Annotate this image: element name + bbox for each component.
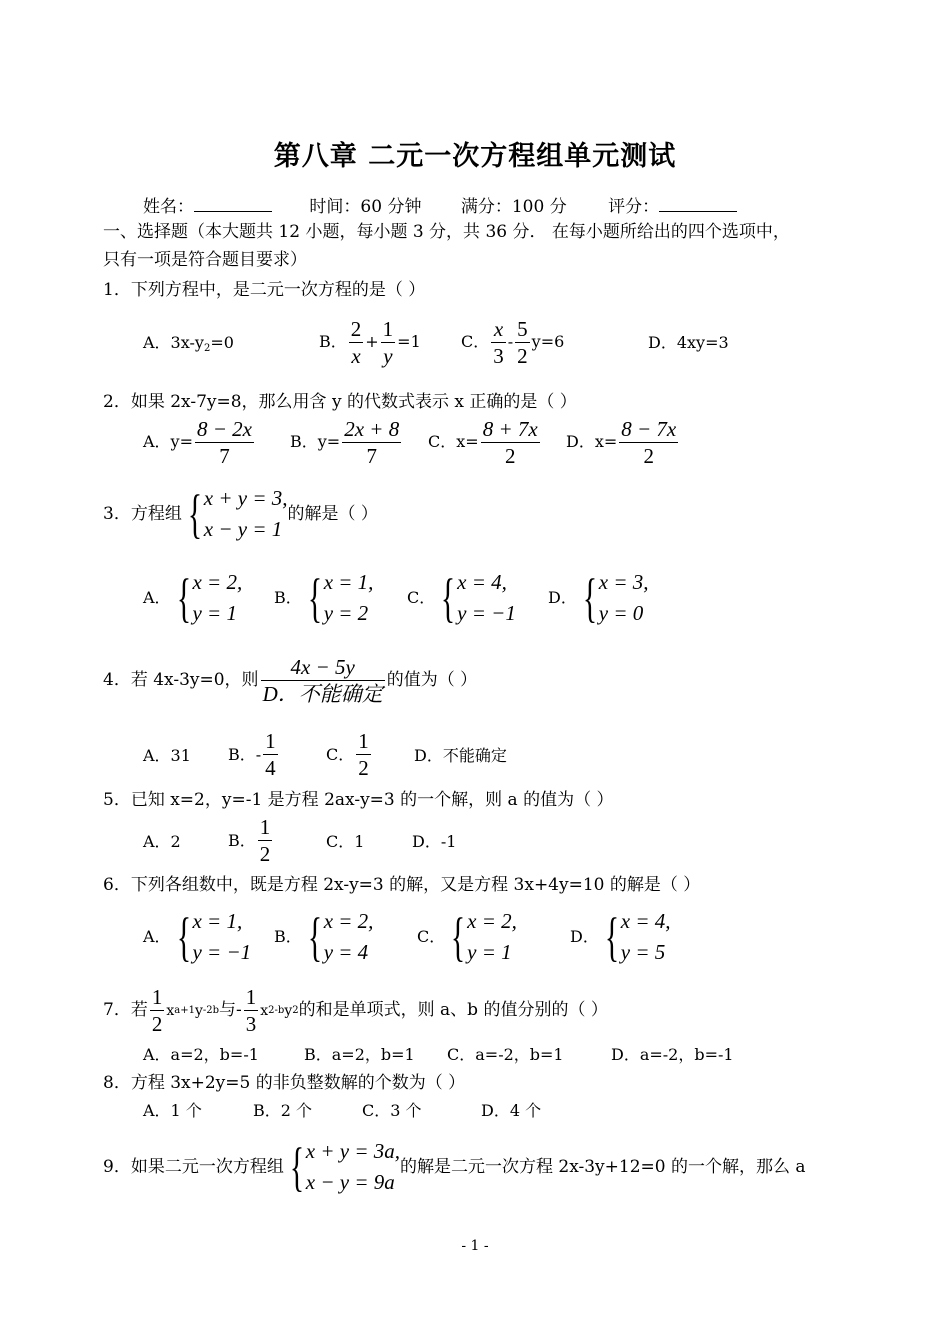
q2-option-a: A．y= $\frac{8 - 2x}{7}$	[143, 417, 253, 468]
q4-option-d: D．不能确定	[414, 746, 507, 765]
q5-option-d: D．-1	[412, 832, 457, 851]
question-5-stem: 5．已知 x=2，y=-1 是方程 2ax-y=3 的一个解，则 a 的值为（ ）	[103, 790, 614, 810]
question-4-stem: 4．若 4x-3y=0，则 $\frac{4x - 5y}{\text{D．不能确定}}$ 的值为（ ）	[103, 655, 478, 706]
question-7-stem: 7．若 $\frac{1}{2}$ x a+1 y -2b 与- $\frac{1}{3}$ x 2-b y 2 的和是单项式，则 a、b 的值分别的（ ）	[103, 985, 608, 1036]
q7-option-c: C．a=-2，b=1	[447, 1045, 564, 1064]
time-text: 时间：60 分钟	[309, 197, 422, 217]
q3-option-a: A． { x = 2, y = 1	[143, 568, 243, 628]
q1-option-a: A．3x-y2=0	[143, 333, 234, 354]
question-3-stem: 3．方程组 { x + y = 3, x − y = 1 的解是（ ）	[103, 484, 378, 544]
question-8-stem: 8．方程 3x+2y=5 的非负整数解的个数为（ ）	[103, 1073, 466, 1093]
q2-option-b: B．y= $\frac{2x + 8}{7}$	[290, 417, 400, 468]
q7-option-d: D．a=-2，b=-1	[611, 1045, 734, 1064]
grade-blank[interactable]	[659, 197, 737, 212]
q3-option-d: D． { x = 3, y = 0	[548, 568, 649, 628]
q5-option-c: C．1	[326, 832, 365, 851]
q5-option-a: A．2	[143, 832, 181, 851]
q6-option-d: D． { x = 4, y = 5	[570, 907, 671, 967]
q6-option-a: A． { x = 1, y = −1	[143, 907, 252, 967]
grade-label: 评分：	[608, 197, 660, 217]
q1-option-c: C． $\frac{x}{3}$ - $\frac{5}{2}$ y=6	[461, 317, 565, 368]
q8-option-a: A．1 个	[143, 1101, 202, 1120]
q8-option-d: D．4 个	[481, 1101, 542, 1120]
section-heading: 一、选择题（本大题共 12 小题，每小题 3 分，共 36 分． 在每小题所给出的四个选项中，	[103, 222, 790, 242]
q1-option-d: D．4xy=3	[648, 333, 729, 352]
q4-option-b: B．- $\frac{1}{4}$	[228, 729, 276, 780]
section-heading-cont: 只有一项是符合题目要求）	[103, 250, 307, 270]
q3-option-c: C． { x = 4, y = −1	[407, 568, 516, 628]
q6-option-b: B． { x = 2, y = 4	[274, 907, 374, 967]
question-2-stem: 2．如果 2x-7y=8，那么用含 y 的代数式表示 x 正确的是（ ）	[103, 392, 577, 412]
name-label: 姓名：	[143, 197, 194, 217]
q5-option-b: B． $\frac{1}{2}$	[228, 815, 271, 866]
q1-option-b: B． $\frac{2}{x}$ + $\frac{1}{y}$ =1	[319, 317, 421, 368]
q6-option-c: C． { x = 2, y = 1	[417, 907, 517, 967]
q8-option-c: C．3 个	[362, 1101, 422, 1120]
page-title: 第八章 二元一次方程组单元测试	[273, 141, 677, 172]
q7-option-b: B．a=2，b=1	[304, 1045, 415, 1064]
q2-option-d: D．x= $\frac{8 - 7x}{2}$	[566, 417, 677, 468]
q3-option-b: B． { x = 1, y = 2	[274, 568, 374, 628]
name-blank[interactable]	[194, 197, 272, 212]
page-number: - 1 -	[461, 1238, 489, 1254]
full-score-text: 满分：100 分	[460, 197, 567, 217]
info-line	[143, 192, 737, 217]
q2-option-c: C．x= $\frac{8 + 7x}{2}$	[428, 417, 538, 468]
question-1-stem: 1．下列方程中，是二元一次方程的是（ ）	[103, 280, 426, 300]
question-9-stem: 9．如果二元一次方程组 { x + y = 3a, x − y = 9a 的解是二元一次方程 2x-3y+12=0 的一个解，那么 a	[103, 1137, 806, 1197]
q7-option-a: A．a=2，b=-1	[143, 1045, 259, 1064]
q4-option-c: C． $\frac{1}{2}$	[326, 729, 369, 780]
q4-option-a: A．31	[143, 746, 191, 765]
q8-option-b: B．2 个	[253, 1101, 313, 1120]
question-6-stem: 6．下列各组数中，既是方程 2x-y=3 的解，又是方程 3x+4y=10 的解是（ ）	[103, 875, 701, 895]
